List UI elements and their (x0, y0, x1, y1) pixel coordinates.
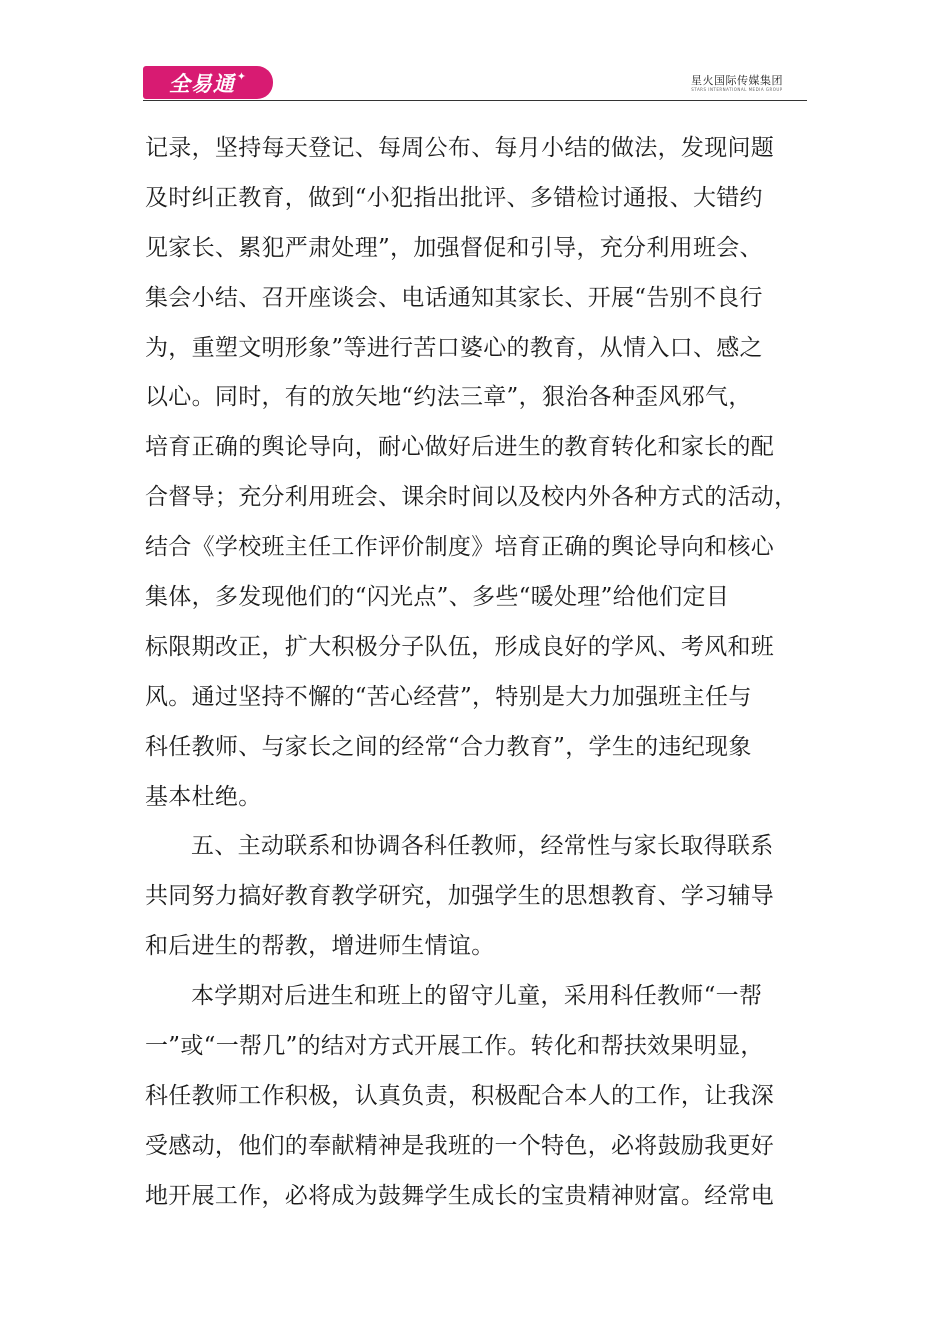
text-line: 共同努力搞好教育教学研究，加强学生的思想教育、学习辅导 (145, 883, 775, 910)
text-line: 及时纠正教育，做到“小犯指出批评、多错检讨通报、大错约 (145, 184, 763, 211)
text-line: 以心。同时，有的放矢地“约法三章”，狠治各种歪风邪气， (145, 384, 752, 411)
text-line: 为，重塑文明形象”等进行苦口婆心的教育，从情入口、感之 (145, 334, 763, 361)
text-line: 基本杜绝。 (145, 783, 262, 810)
paragraph-start-line: 五、主动联系和协调各科任教师，经常性与家长取得联系 (191, 833, 774, 860)
brand-name-en: STARS INTERNATIONAL MEDIA GROUP (691, 87, 783, 92)
text-line: 培育正确的舆论导向，耐心做好后进生的教育转化和家长的配 (145, 434, 775, 461)
text-line: 科任教师工作积极，认真负责，积极配合本人的工作，让我深 (145, 1082, 775, 1109)
document-body (145, 124, 813, 1222)
text-line: 记录，坚持每天登记、每周公布、每月小结的做法，发现问题 (145, 135, 775, 161)
text-line: 集体，多发现他们的“闪光点”、多些“暖处理”给他们定目 (145, 584, 730, 611)
paragraph-start-line: 本学期对后进生和班上的留守儿童，采用科任教师“一帮 (191, 983, 763, 1010)
header-rule (143, 100, 807, 101)
quanyitong-logo (143, 66, 273, 99)
text-line: 风。通过坚持不懈的“苦心经营”，特别是大力加强班主任与 (145, 683, 752, 710)
text-line: 地开展工作，必将成为鼓舞学生成长的宝贵精神财富。经常电 (145, 1182, 775, 1209)
publisher-brand (691, 74, 783, 93)
text-line: 结合《学校班主任工作评价制度》培育正确的舆论导向和核心 (145, 534, 775, 561)
text-line: 合督导；充分利用班会、课余时间以及校内外各种方式的活动， (145, 484, 798, 511)
logo-text: 全易通 (168, 71, 235, 96)
text-line: 和后进生的帮教，增进师生情谊。 (145, 933, 495, 960)
text-line: 一”或“一帮几”的结对方式开展工作。转化和帮扶效果明显， (145, 1033, 764, 1060)
brand-name-cn: 星火国际传媒集团 (691, 74, 783, 87)
page-header (143, 66, 807, 102)
text-line: 标限期改正，扩大积极分子队伍，形成良好的学风、考风和班 (145, 633, 775, 660)
text-line: 受感动，他们的奉献精神是我班的一个特色，必将鼓励我更好 (145, 1132, 775, 1159)
text-line: 见家长、累犯严肃处理”，加强督促和引导，充分利用班会、 (145, 234, 763, 261)
text-line: 集会小结、召开座谈会、电话通知其家长、开展“告别不良行 (145, 284, 763, 311)
text-line: 科任教师、与家长之间的经常“合力教育”，学生的违纪现象 (145, 733, 752, 760)
sparkle-icon: ✦ (236, 70, 248, 83)
